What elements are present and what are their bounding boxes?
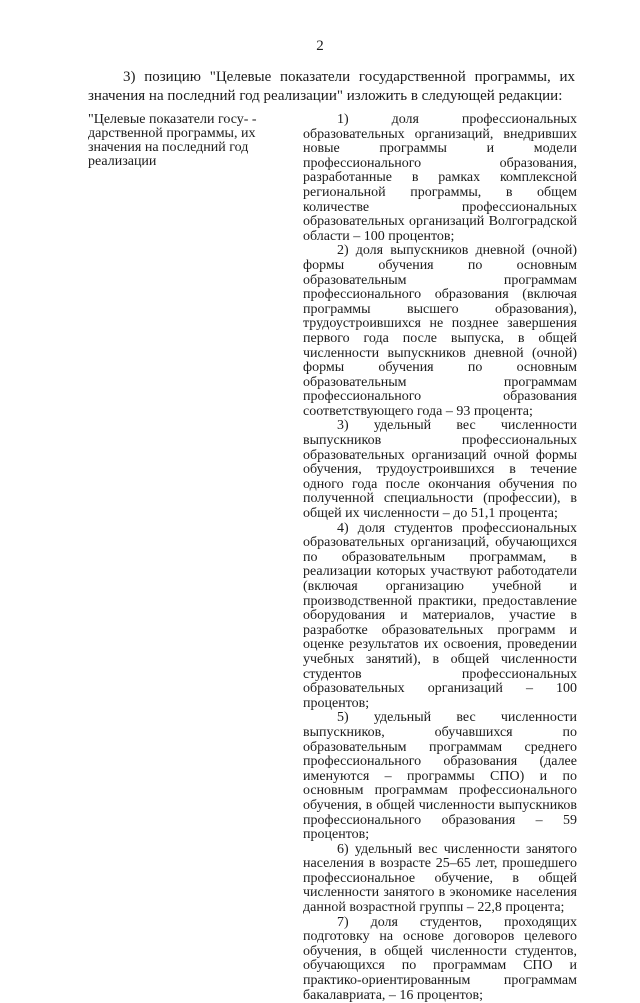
indicator-item-4: 4) доля студентов профессиональных образовательных организаций, обучающихся по образовательным программам, в реализации которых участвуют работодатели (включая организацию учебной и производственной практики, предоставление оборудования и материалов, участие в разработке образовательных программ и оценке результатов их освоения, проведении учебных занятий), в общей численности студентов профессиональных образовательных организаций – 100 процентов; <box>303 520 577 711</box>
indicator-item-5: 5) удельный вес численности выпускников, обучавшихся по образовательным программам среднего профессионального образования (далее именуются – программы СПО) и по основным программам профессионального обучения, в общей численности выпускников профессионального образования – 59 процентов; <box>303 710 577 843</box>
amendment-intro: 3) позицию "Целевые показатели государственной программы, их значения на последний год реализации" изложить в следующей редакции: <box>88 69 575 104</box>
indicators-list <box>303 113 577 1003</box>
indicators-label: "Целевые показатели госу- - дарственной программы, их значения на последний год реализации <box>88 112 257 169</box>
page-number: 2 <box>316 38 324 54</box>
indicator-item-7: 7) доля студентов, проходящих подготовку на основе договоров целевого обучения, в общей численности студентов, обучающихся по программам СПО и практико-ориентированным программам бакалавриата, – 16 процентов; <box>303 914 577 1003</box>
indicator-item-6: 6) удельный вес численности занятого населения в возрасте 25–65 лет, прошедшего профессиональное обучение, в общей численности занятого в экономике населения данной возрастной группы – 22,8 процента; <box>303 841 577 916</box>
indicator-item-1: 1) доля профессиональных образовательных организаций, внедривших новые программы и модели профессионального образования, разработанные в рамках комплексной региональной программы, в общем количестве профессиональных образовательных организаций Волгоградской области – 100 процентов; <box>303 112 577 244</box>
indicator-item-3: 3) удельный вес численности выпускников профессиональных образовательных организаций очной формы обучения, трудоустроившихся в течение одного года после окончания обучения по полученной специальности (профессии), в общей их численности – до 51,1 процента; <box>303 418 577 522</box>
indicator-item-2: 2) доля выпускников дневной (очной) формы обучения по основным образовательным программам профессионального образования (включая программы высшего образования), трудоустроившихся не позднее завершения первого года после выпуска, в общей численности выпускников дневной (очной) формы обучения по основным образовательным программам профессионального образования соответствующего года – 93 процента; <box>303 243 577 419</box>
